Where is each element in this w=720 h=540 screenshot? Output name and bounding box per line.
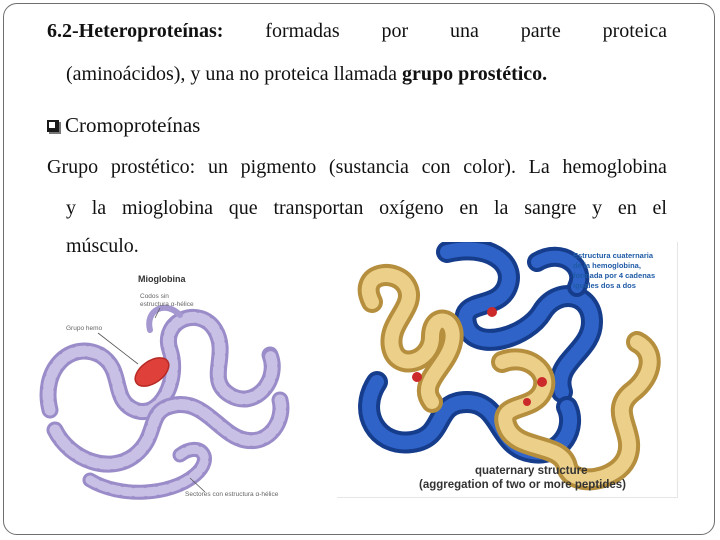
hemoglobin-figure [337,242,678,498]
hemoglobin-note-line-4: iguales dos a dos [573,281,636,290]
myoglobin-label-coils-1: Codos sin [140,293,169,300]
body-word: pigmento [240,156,317,178]
hemoglobin-note-line-2: de la hemoglobina, [573,261,641,270]
body-word: con [421,156,451,178]
intro-word: una [450,20,479,42]
bullet-title: Cromoproteínas [65,113,201,137]
body-line-1 [47,156,667,179]
intro-word: parte [520,20,561,42]
body-word: transportan [273,197,364,219]
body-word: prostético: [110,156,196,178]
body-word: (sustancia [328,156,409,178]
hemoglobin-caption-line-2: (aggregation of two or more peptides) [419,479,627,491]
myoglobin-title: Mioglobina [138,274,186,284]
body-word: color). [463,156,516,178]
intro-word: por [381,20,409,42]
body-word: un [207,156,228,178]
body-word: mioglobina [121,197,214,219]
body-word: y [66,197,76,219]
body-word: el [652,197,667,219]
myoglobin-label-sectors: Sectores con estructura α-hélice [185,491,279,498]
intro-word: proteica [602,20,667,42]
intro-line-2 [66,63,547,86]
body-word: en [459,197,479,219]
body-word: Grupo [47,156,99,178]
body-word: en [617,197,637,219]
body-word: la [494,197,509,219]
body-word: que [228,197,258,219]
section-heading: 6.2-Heteroproteínas: [47,20,224,42]
bullet-item [47,113,200,138]
myoglobin-figure [30,260,300,505]
myoglobin-label-coils-2: estructura α-hélice [140,301,194,308]
body-line-3: músculo. [66,235,139,257]
heme-dot [523,398,531,406]
body-line-2 [66,197,667,220]
body-word: sangre [524,197,577,219]
hemoglobin-caption-line-1: quaternary structure [475,465,588,477]
intro-word: formadas [265,20,340,42]
myoglobin-label-heme: Grupo hemo [66,325,103,332]
intro-line-2-text: (aminoácidos), y una no proteica llamada [66,63,402,85]
body-word: la [91,197,107,219]
body-word: y [592,197,603,219]
prosthetic-group-term: grupo prostético. [402,63,548,85]
hemoglobin-structure-illustration [337,242,677,497]
heme-dot [487,307,497,317]
body-word: oxígeno [379,197,444,219]
intro-line-1 [47,20,667,43]
checkbox-bullet-icon [47,120,59,132]
heme-dot [537,377,547,387]
myoglobin-ribbon [48,308,281,492]
heme-dot [412,372,422,382]
body-word: La [528,156,550,178]
body-word: hemoglobina [562,156,667,178]
hemoglobin-note-line-1: Estructura cuaternaria [573,251,654,260]
hemoglobin-note-line-3: formada por 4 cadenas [573,271,656,280]
myoglobin-ribbon-illustration [30,260,300,505]
